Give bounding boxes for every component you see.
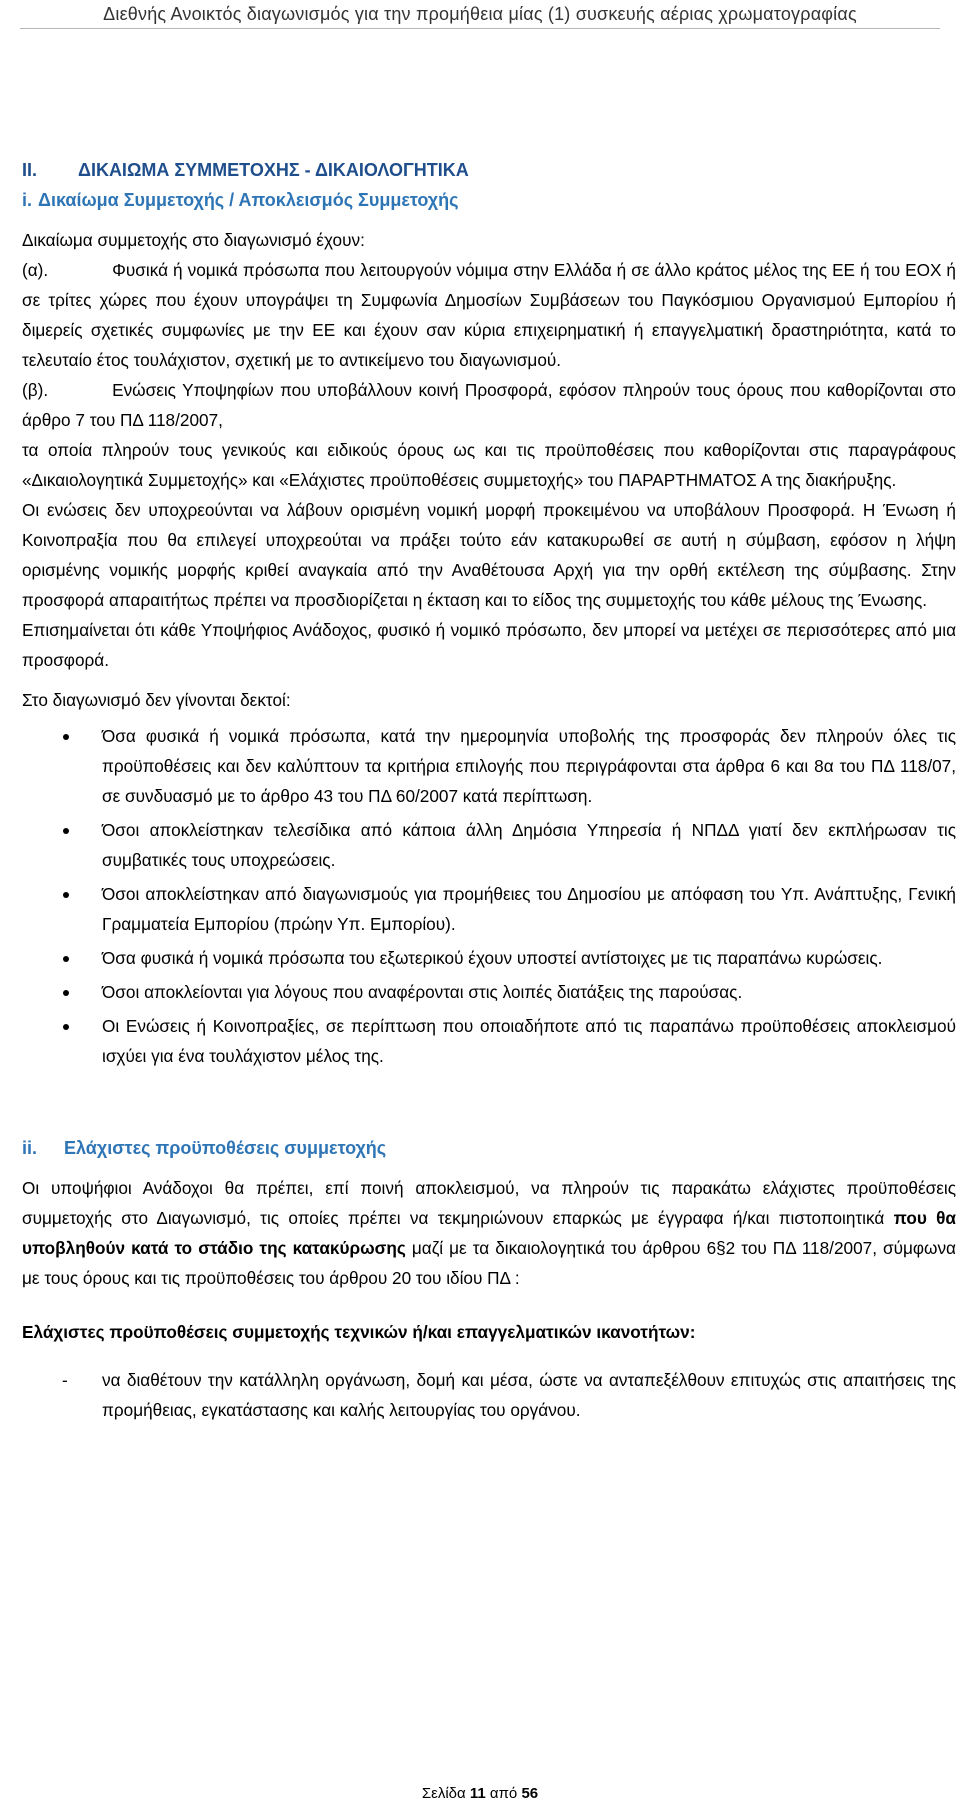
min-requirements-paragraph — [22, 1173, 956, 1293]
page-prefix: Σελίδα — [421, 1785, 466, 1802]
list-item-text: Όσα φυσικά ή νομικά πρόσωπα του εξωτερικού έχουν υποστεί αντίστοιχες με τις παραπάνω κυρώσεις. — [102, 948, 883, 968]
exclusion-list — [22, 721, 956, 1071]
paragraph-note: Επισημαίνεται ότι κάθε Υποψήφιος Ανάδοχος, φυσικό ή νομικό πρόσωπο, δεν μπορεί να μετέχει σε περισσότερες από μια προσφορά. — [22, 620, 956, 670]
paragraph-alpha — [22, 255, 956, 375]
list-item — [22, 977, 956, 1007]
subsection-title: Ελάχιστες προϋποθέσεις συμμετοχής — [64, 1138, 387, 1158]
list-item — [22, 1011, 956, 1071]
exclusion-intro: Στο διαγωνισμό δεν γίνονται δεκτοί: — [22, 690, 291, 710]
list-item — [22, 1365, 956, 1425]
document-body — [22, 155, 956, 1425]
bullet-icon — [63, 892, 69, 898]
subsection-heading-ii — [22, 1133, 956, 1163]
dash-icon: - — [62, 1370, 68, 1390]
section-title: ΔΙΚΑΙΩΜΑ ΣΥΜΜΕΤΟΧΗΣ - ΔΙΚΑΙΟΛΟΓΗΤΙΚΑ — [78, 160, 469, 180]
alpha-text: Φυσικά ή νομικά πρόσωπα που λειτουργούν νόμιμα στην Ελλάδα ή σε άλλο κράτος μέλος της ΕΕ ή του ΕΟΧ ή σε τρίτες χώρες που έχουν υπογράψει τη Συμφωνία Δημοσίων Συμβάσεων του Παγκόσμιου Οργανισμού Εμπορίου ή διμερείς σχετικές συμφωνίες με την ΕΕ και έχουν σαν κύρια επιχειρηματική ή επαγγελματική δραστηριότητα, κατά το τελευταίο έτος τουλάχιστον, σχετική με το αντικείμενο του διαγωνισμού. — [22, 260, 956, 370]
section-heading — [22, 155, 956, 185]
list-item-text: Όσοι αποκλείστηκαν τελεσίδικα από κάποια άλλη Δημόσια Υπηρεσία ή ΝΠΔΔ γιατί δεν εκπλήρωσαν τις συμβατικές τους υποχρεώσεις. — [102, 820, 956, 870]
bullet-icon — [63, 828, 69, 834]
min-requirements-heading: Ελάχιστες προϋποθέσεις συμμετοχής τεχνικών ή/και επαγγελματικών ικανοτήτων: — [22, 1322, 696, 1342]
rights-intro: Δικαίωμα συμμετοχής στο διαγωνισμό έχουν: — [22, 230, 365, 250]
list-item — [22, 879, 956, 939]
page-number — [0, 1784, 960, 1804]
subsection-number: i. — [22, 190, 33, 210]
total-pages: 56 — [521, 1785, 539, 1802]
list-item-text: Όσοι αποκλείστηκαν από διαγωνισμούς για προμήθειες του Δημοσίου με απόφαση του Υπ. Ανάπτυξης, Γενική Γραμματεία Εμπορίου (πρώην Υπ. Εμπορίου). — [102, 884, 956, 934]
beta-text: Ενώσεις Υποψηφίων που υποβάλλουν κοινή Προσφορά, εφόσον πληρούν τους όρους που καθορίζονται στο άρθρο 7 του ΠΔ 118/2007, — [22, 380, 956, 430]
list-item — [22, 815, 956, 875]
list-item-text: Όσα φυσικά ή νομικά πρόσωπα, κατά την ημερομηνία υποβολής της προσφοράς δεν πληρούν όλες τις προϋποθέσεις και δεν καλύπτουν τα κριτήρια επιλογής που περιγράφονται στα άρθρα 6 και 8α του ΠΔ 118/07, σε συνδυασμό με το άρθρο 43 του ΠΔ 60/2007 κατά περίπτωση. — [102, 726, 956, 806]
beta-label: (β). — [22, 380, 49, 400]
current-page: 11 — [469, 1785, 486, 1802]
running-header: Διεθνής Ανοικτός διαγωνισμός για την προμήθεια μίας (1) συσκευής αέριας χρωματογραφίας — [20, 0, 940, 29]
list-item — [22, 943, 956, 973]
alpha-label: (α). — [22, 260, 49, 280]
list-item-text: Όσοι αποκλείονται για λόγους που αναφέρονται στις λοιπές διατάξεις της παρούσας. — [102, 982, 743, 1002]
subsection-number: ii. — [22, 1138, 38, 1158]
bullet-icon — [63, 1024, 69, 1030]
paragraph-unions: Οι ενώσεις δεν υποχρεούνται να λάβουν ορισμένη νομική μορφή προκειμένου να υποβάλουν Προσφορά. Η Ένωση ή Κοινοπραξία που θα επιλεγεί υποχρεούται να πράξει τούτο εάν κατακυρωθεί σε αυτή η σύμβαση, εφόσον η λήψη ορισμένης νομικής μορφής κριθεί αναγκαία από την Αναθέτουσα Αρχή για την ορθή εκτέλεση της σύμβασης. Στην προσφορά απαραιτήτως πρέπει να προσδιορίζεται η έκταση και το είδος της συμμετοχής του κάθε μέλους της Ένωσης. — [22, 500, 956, 610]
bullet-icon — [63, 990, 69, 996]
paragraph-beta — [22, 375, 956, 435]
list-item-text: Οι Ενώσεις ή Κοινοπραξίες, σε περίπτωση που οποιαδήποτε από τις παραπάνω προϋποθέσεις αποκλεισμού ισχύει για ένα τουλάχιστον μέλος της. — [102, 1016, 956, 1066]
bold-text-run: που θα υποβληθούν κατά το στάδιο της κατακύρωσης — [22, 1208, 956, 1258]
text-run: μαζί με τα δικαιολογητικά του άρθρου 6§2 του ΠΔ 118/2007, σύμφωνα με τους όρους και τις προϋποθέσεις του άρθρου 20 του ιδίου ΠΔ : — [22, 1238, 956, 1288]
list-item-text: να διαθέτουν την κατάλληλη οργάνωση, δομή και μέσα, ώστε να ανταπεξέλθουν επιτυχώς στις απαιτήσεις της προμήθειας, εγκατάστασης και καλής λειτουργίας του οργάνου. — [102, 1370, 956, 1420]
subsection-title: Δικαίωμα Συμμετοχής / Αποκλεισμός Συμμετοχής — [38, 190, 459, 210]
paragraph-conditions: τα οποία πληρούν τους γενικούς και ειδικούς όρους ως και τις προϋποθέσεις που καθορίζονται στις παραγράφους «Δικαιολογητικά Συμμετοχής» και «Ελάχιστες προϋποθέσεις συμμετοχής» του ΠΑΡΑΡΤΗΜΑΤΟΣ Α της διακήρυξης. — [22, 440, 956, 490]
bullet-icon — [63, 956, 69, 962]
subsection-heading-i — [22, 185, 956, 215]
bullet-icon — [63, 734, 69, 740]
section-number: ΙΙ. — [22, 160, 38, 180]
list-item — [22, 721, 956, 811]
text-run: Οι υποψήφιοι Ανάδοχοι θα πρέπει, επί ποινή αποκλεισμού, να πληρούν τις παρακάτω ελάχιστες προϋποθέσεις συμμετοχής στο Διαγωνισμό, τις οποίες πρέπει να τεκμηριώνουν επαρκώς με έγγραφα ή/και πιστοποιητικά — [22, 1178, 956, 1228]
requirements-list — [22, 1365, 956, 1425]
page-of: από — [489, 1785, 518, 1802]
